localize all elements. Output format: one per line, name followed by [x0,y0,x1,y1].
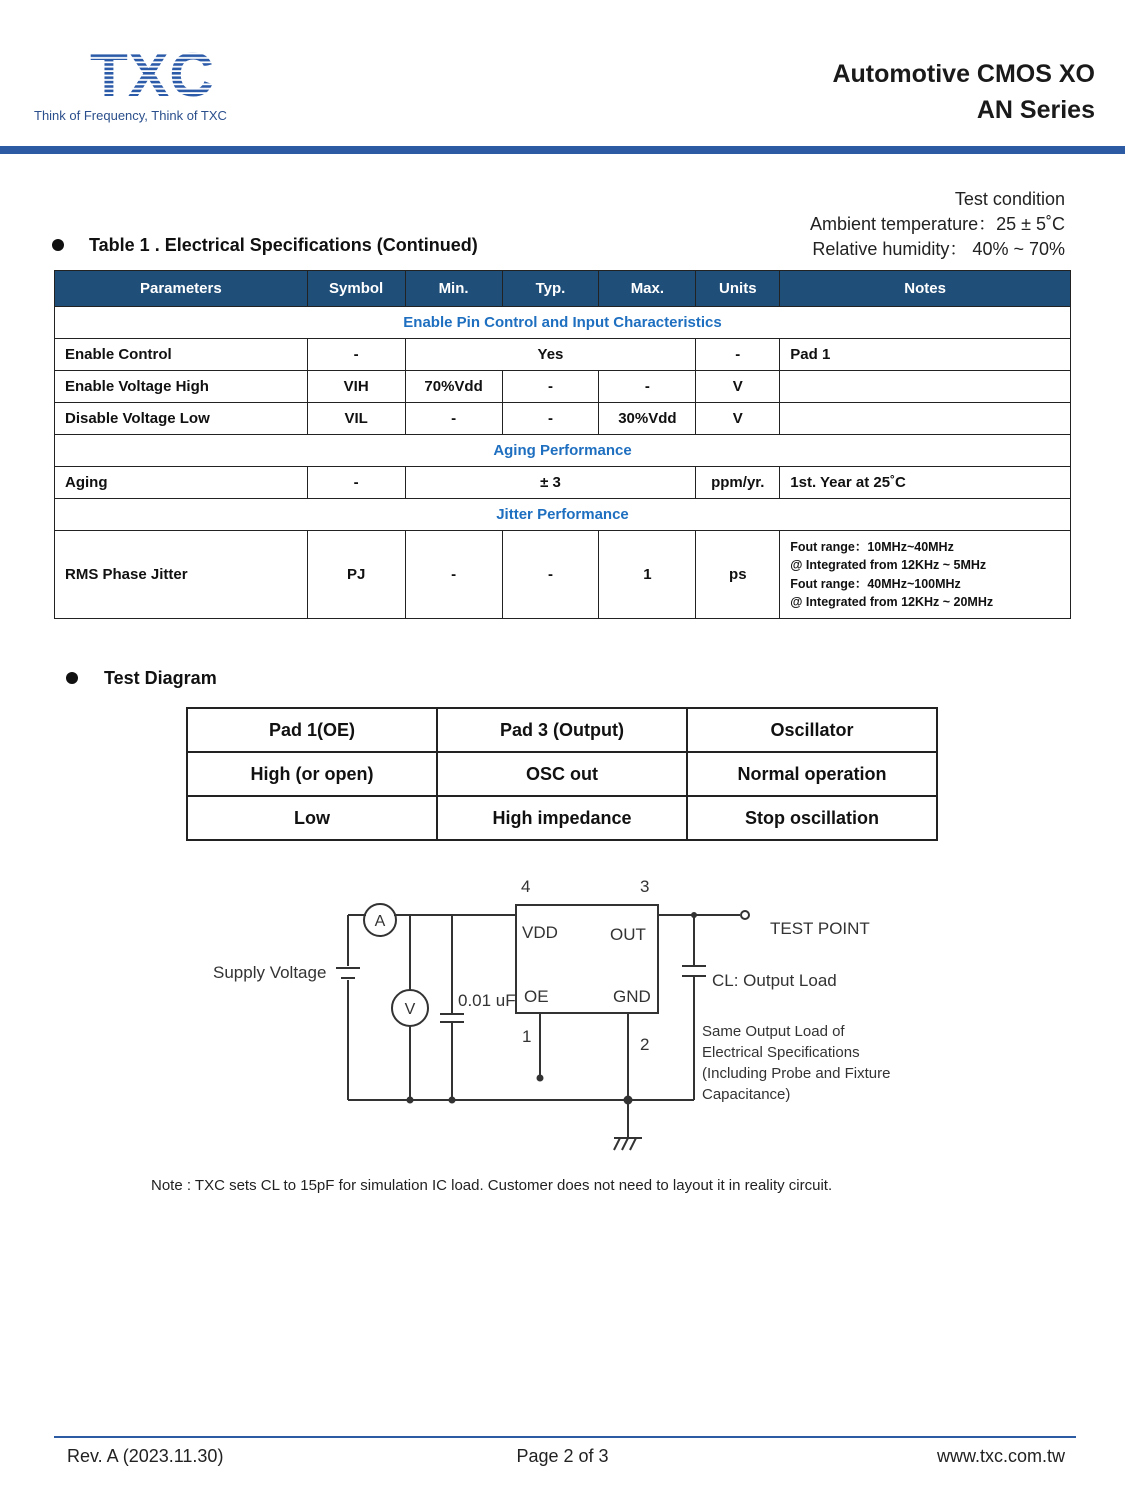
load-note-line: Same Output Load of [702,1023,845,1040]
notes-cell [780,531,1071,619]
table-row [187,752,937,796]
relative-humidity: Relative humidity： 40% ~ 70% [812,239,1065,259]
logo-tagline: Think of Frequency, Think of TXC [34,108,227,123]
symbol-cell: VIH [307,371,405,403]
table-row [187,796,937,840]
units-cell: V [696,403,780,435]
pad1-cell: High (or open) [187,752,437,796]
junction-dot [449,1097,456,1104]
col-max: Max. [599,271,696,307]
table-row [55,371,1071,403]
test-point-label: TEST POINT [770,919,870,938]
max-cell: - [599,371,696,403]
param-cell: RMS Phase Jitter [55,531,308,619]
out-label: OUT [610,925,646,944]
gnd-label: GND [613,987,651,1006]
pad3-cell: High impedance [437,796,687,840]
notes-cell: Pad 1 [780,339,1071,371]
symbol-cell: - [307,467,405,499]
col-parameters: Parameters [55,271,308,307]
title-product: Automotive CMOS XO [832,60,1095,88]
test-condition-title: Test condition [954,189,1065,209]
table-row [55,531,1071,619]
title-series: AN Series [976,96,1095,124]
col-typ: Typ. [502,271,599,307]
units-cell: ppm/yr. [696,467,780,499]
jitter-note-line: Fout range：40MHz~100MHz [790,576,961,591]
pad3-cell: OSC out [437,752,687,796]
load-note-line: Capacitance) [702,1086,791,1103]
ground-symbol [630,1138,636,1150]
typ-cell: - [502,403,599,435]
page-number: Page 2 of 3 [516,1446,609,1466]
col-symbol: Symbol [307,271,405,307]
test-circuit-diagram [200,870,920,1160]
section-enable-pin: Enable Pin Control and Input Characteristics [55,307,1071,339]
symbol-cell: PJ [307,531,405,619]
txc-logo [34,50,274,130]
jitter-note-line: @ Integrated from 12KHz ~ 20MHz [790,595,994,609]
max-cell: 30%Vdd [599,403,696,435]
test-condition [810,187,1065,262]
units-cell: ps [696,531,780,619]
website-url: www.txc.com.tw [936,1446,1065,1466]
pin2-label: 2 [640,1035,650,1054]
notes-cell: 1st. Year at 25˚C [780,467,1071,499]
load-note-line: (Including Probe and Fixture [702,1065,891,1082]
typ-cell: - [502,371,599,403]
ground-symbol [622,1138,628,1150]
table-row [55,403,1071,435]
load-note-line: Electrical Specifications [702,1044,860,1061]
junction-dot [537,1075,544,1082]
document-title [832,56,1095,128]
col-min: Min. [405,271,502,307]
junction-dot [624,1096,633,1105]
col-pad3: Pad 3 (Output) [437,708,687,752]
vdd-label: VDD [522,923,558,942]
param-cell: Aging [55,467,308,499]
symbol-cell: - [307,339,405,371]
txc-logo-mark [72,50,232,98]
col-notes: Notes [780,271,1071,307]
min-cell: - [405,531,502,619]
notes-cell [780,403,1071,435]
junction-dot [691,912,697,918]
electrical-spec-table [54,270,1071,619]
table-row [55,339,1071,371]
table-header-row [187,708,937,752]
section-row [55,307,1071,339]
section-row [55,435,1071,467]
capacitor-label: 0.01 uF [458,991,516,1010]
table-header-row [55,271,1071,307]
pin1-label: 1 [522,1027,532,1046]
test-point [741,911,749,919]
bullet-icon [52,239,64,251]
param-cell: Disable Voltage Low [55,403,308,435]
jitter-note-line: @ Integrated from 12KHz ~ 5MHz [790,558,987,572]
value-cell: ± 3 [405,467,696,499]
test-diagram-title: Test Diagram [104,668,217,688]
oscillator-cell: Stop oscillation [687,796,937,840]
typ-cell: - [502,531,599,619]
ground-symbol [614,1138,620,1150]
ambient-temperature: Ambient temperature：25 ± 5˚C [810,214,1065,234]
pad1-cell: Low [187,796,437,840]
symbol-cell: VIL [307,403,405,435]
col-oscillator: Oscillator [687,708,937,752]
col-pad1: Pad 1(OE) [187,708,437,752]
footer-divider [54,1436,1076,1438]
param-cell: Enable Voltage High [55,371,308,403]
revision: Rev. A (2023.11.30) [67,1446,224,1466]
jitter-note-line: Fout range：10MHz~40MHz [790,539,954,554]
min-cell: 70%Vdd [405,371,502,403]
ammeter-label: A [374,913,386,930]
pad-function-table [186,707,938,841]
units-cell: V [696,371,780,403]
bullet-icon [66,672,78,684]
param-cell: Enable Control [55,339,308,371]
junction-dot [407,1097,414,1104]
oscillator-cell: Normal operation [687,752,937,796]
section-row [55,499,1071,531]
table-row [55,467,1071,499]
section-aging: Aging Performance [55,435,1071,467]
min-cell: - [405,403,502,435]
col-units: Units [696,271,780,307]
pin3-label: 3 [640,877,650,896]
logo-text: TXC [90,50,214,98]
spec-table-title: Table 1 . Electrical Specifications (Continued) [89,235,478,255]
simulation-note: Note : TXC sets CL to 15pF for simulation IC load. Customer does not need to layout it in reality circuit. [151,1177,833,1194]
voltmeter-label: V [404,1001,416,1018]
pin4-label: 4 [521,877,531,896]
supply-voltage-label: Supply Voltage [213,963,327,982]
header-divider [0,146,1125,154]
oe-label: OE [524,987,549,1006]
notes-cell [780,371,1071,403]
max-cell: 1 [599,531,696,619]
output-load-label: CL: Output Load [712,971,837,990]
section-jitter: Jitter Performance [55,499,1071,531]
value-cell: Yes [405,339,696,371]
units-cell: - [696,339,780,371]
